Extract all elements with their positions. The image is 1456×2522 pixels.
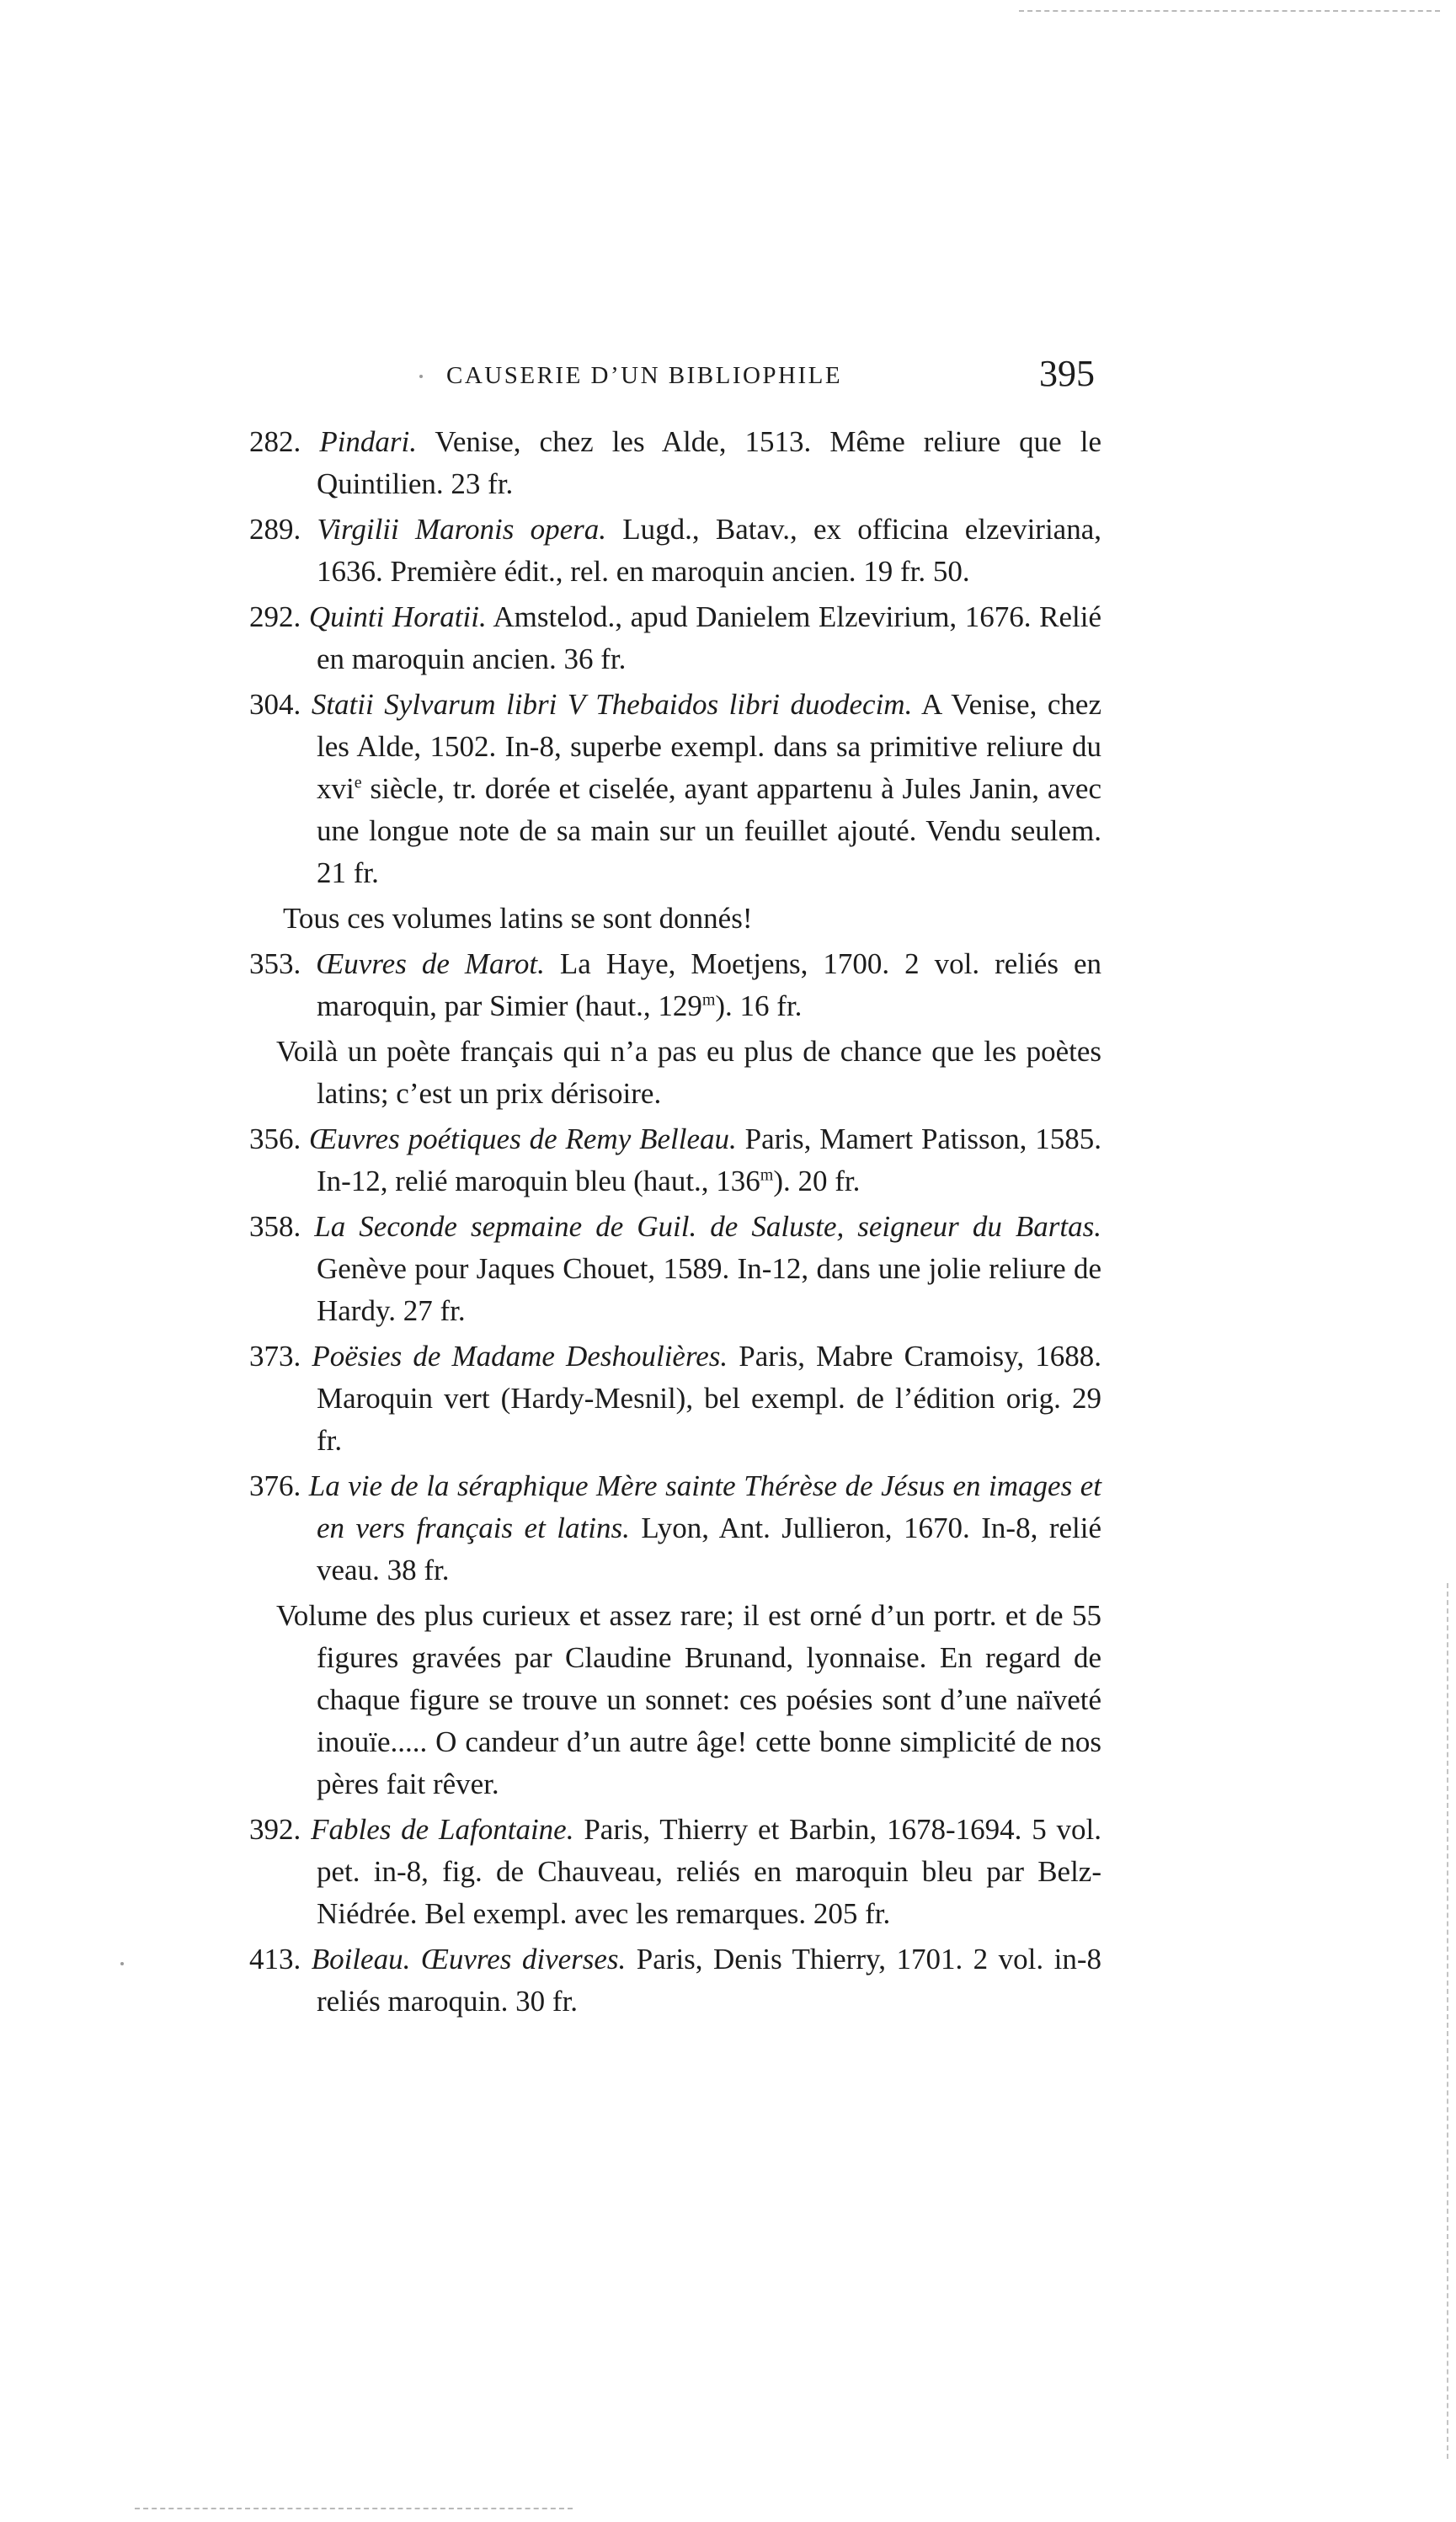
entry-number: 304. bbox=[249, 688, 301, 721]
catalog-entry bbox=[209, 1938, 1101, 2023]
entry-title: La vie de la séraphique Mère sainte Thérèse de Jésus en images et en vers français et latins. bbox=[308, 1469, 1102, 1544]
entry-number: 413. bbox=[249, 1943, 301, 1975]
entry-text-continued: ). 20 fr. bbox=[773, 1165, 861, 1197]
page-number: 395 bbox=[1039, 353, 1095, 394]
editorial-note: Voilà un poète français qui n’a pas eu plus de chance que les poètes latins; c’est un prix dérisoire. bbox=[276, 1035, 1101, 1110]
superscript: e bbox=[354, 773, 362, 792]
entry-number: 376. bbox=[249, 1469, 301, 1502]
scan-edge-bottom bbox=[135, 2508, 573, 2509]
entry-number: 353. bbox=[249, 947, 301, 980]
entry-title: Quinti Horatii. bbox=[308, 600, 487, 633]
editorial-note: Volume des plus curieux et assez rare; il est orné d’un portr. et de 55 figures gravées par Claudine Brunand, lyonnaise. En regard de chaque figure se trouve un sonnet: ces poésies sont d’une naïveté inouïe..... O candeur d’un autre âge! cette bonne simplicité de nos pères fait rêver. bbox=[276, 1599, 1101, 1800]
catalog-entry bbox=[209, 1206, 1101, 1332]
print-speck bbox=[419, 375, 423, 378]
entry-number: 356. bbox=[249, 1122, 301, 1155]
entry-text: La Haye, Moetjens, 1700. 2 vol. reliés en maroquin, par Simier (haut., 129 bbox=[317, 947, 1101, 1022]
page-header bbox=[438, 352, 1095, 403]
entry-title: Œuvres de Marot. bbox=[316, 947, 545, 980]
editorial-note: Tous ces volumes latins se sont donnés! bbox=[283, 902, 753, 935]
superscript: m bbox=[701, 990, 716, 1010]
superscript: m bbox=[760, 1165, 774, 1185]
entry-title: Virgilii Maronis opera. bbox=[317, 513, 606, 546]
entry-text: Venise, chez les Alde, 1513. Même reliure que le Quintilien. 23 fr. bbox=[317, 425, 1102, 500]
catalog-entry bbox=[209, 943, 1101, 1027]
entry-number: 292. bbox=[249, 600, 301, 633]
entry-text: Lugd., Batav., ex officina elzeviriana, 1636. Première édit., rel. en maroquin ancien. 19 fr. 50. bbox=[317, 513, 1101, 588]
entry-title: Œuvres poétiques de Remy Belleau. bbox=[309, 1122, 737, 1155]
print-speck bbox=[120, 1962, 124, 1965]
entry-text: Paris, Mamert Patisson, 1585. In-12, relié maroquin bleu (haut., 136 bbox=[317, 1122, 1102, 1197]
catalog-entry bbox=[209, 1809, 1101, 1935]
scan-edge-right bbox=[1447, 1583, 1448, 2459]
entry-text: Lyon, Ant. Jullieron, 1670. In-8, relié veau. 38 fr. bbox=[317, 1512, 1101, 1586]
entry-text: Paris, Thierry et Barbin, 1678-1694. 5 vol. pet. in-8, fig. de Chauveau, reliés en maroquin bleu par Belz-Niédrée. Bel exempl. avec les remarques. 205 fr. bbox=[317, 1813, 1102, 1930]
catalog-entries bbox=[209, 421, 1101, 2026]
scan-edge-top bbox=[1019, 10, 1440, 12]
catalog-entry bbox=[209, 1336, 1101, 1462]
entry-text-continued: siècle, tr. dorée et ciselée, ayant appartenu à Jules Janin, avec une longue note de sa main sur un feuillet ajouté. Vendu seulem. 21 fr. bbox=[317, 772, 1101, 889]
catalog-entry bbox=[209, 421, 1101, 505]
entry-text: A Venise, chez les Alde, 1502. In-8, superbe exempl. dans sa primitive reliure du xvi bbox=[317, 688, 1102, 805]
catalog-entry bbox=[209, 509, 1101, 593]
catalog-entry bbox=[209, 1465, 1101, 1592]
entry-title: Boileau. Œuvres diverses. bbox=[311, 1943, 627, 1975]
entry-text: Genève pour Jaques Chouet, 1589. In-12, dans une jolie reliure de Hardy. 27 fr. bbox=[317, 1252, 1101, 1327]
entry-number: 358. bbox=[249, 1210, 301, 1243]
entry-number: 373. bbox=[249, 1340, 301, 1373]
catalog-entry bbox=[209, 596, 1101, 680]
entry-number: 392. bbox=[249, 1813, 301, 1846]
entry-text: Paris, Denis Thierry, 1701. 2 vol. in-8 reliés maroquin. 30 fr. bbox=[317, 1943, 1101, 2018]
entry-title: Pindari. bbox=[319, 425, 418, 458]
entry-number: 282. bbox=[249, 425, 301, 458]
entry-title: La Seconde sepmaine de Guil. de Saluste, seigneur du Bartas. bbox=[314, 1210, 1101, 1243]
entry-title: Statii Sylvarum libri V Thebaidos libri duodecim. bbox=[311, 688, 913, 721]
entry-number: 289. bbox=[249, 513, 301, 546]
entry-text: Paris, Mabre Cramoisy, 1688. Maroquin vert (Hardy-Mesnil), bel exempl. de l’édition orig. 29 fr. bbox=[317, 1340, 1101, 1457]
running-title: CAUSERIE D’UN BIBLIOPHILE bbox=[446, 362, 843, 389]
entry-text-continued: ). 16 fr. bbox=[715, 989, 803, 1022]
entry-text: Amstelod., apud Danielem Elzevirium, 1676. Relié en maroquin ancien. 36 fr. bbox=[317, 600, 1101, 675]
catalog-entry bbox=[209, 684, 1101, 894]
catalog-entry bbox=[209, 1118, 1101, 1202]
entry-title: Fables de Lafontaine. bbox=[311, 1813, 574, 1846]
entry-title: Poësies de Madame Deshoulières. bbox=[312, 1340, 728, 1373]
